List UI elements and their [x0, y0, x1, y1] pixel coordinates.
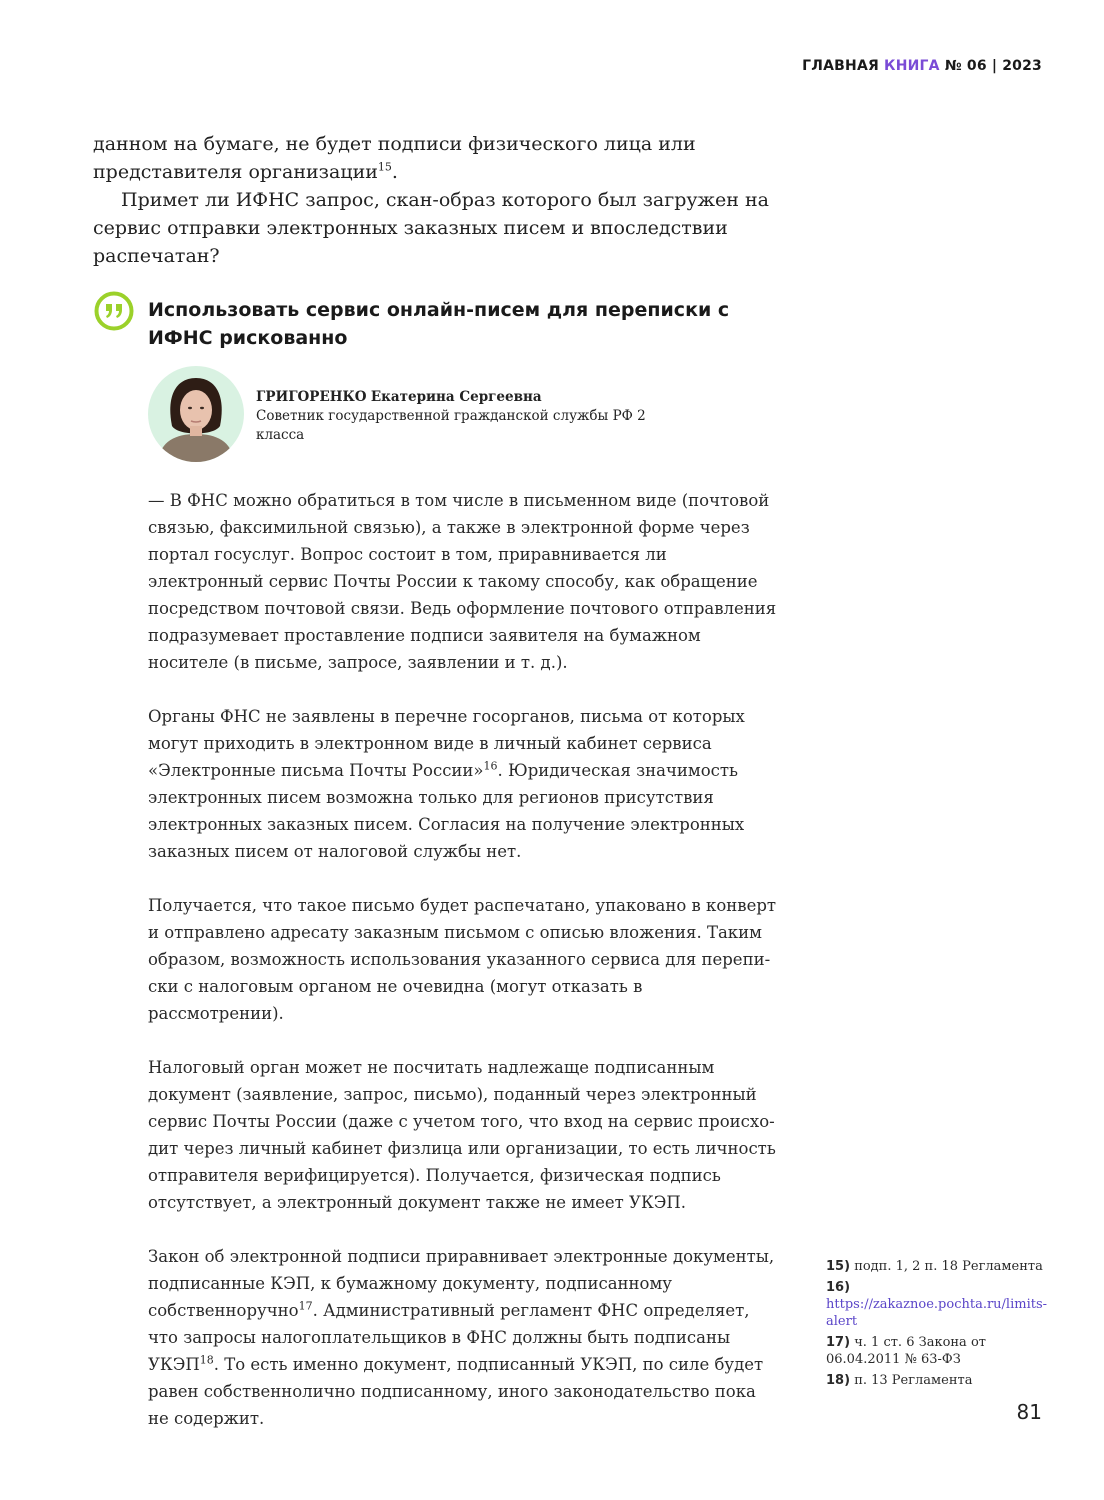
author-name: ГРИГОРЕНКО Екатерина Сергеевна	[256, 389, 542, 405]
running-header	[802, 58, 1042, 74]
intro-paragraph-2: Примет ли ИФНС запрос, скан-образ которого был загружен на сервис отправки электронных заказных писем и впоследствии распечатан?	[93, 189, 769, 267]
footnote-16: 16) https://zakaznoe.pochta.ru/limits-alert	[826, 1280, 1048, 1329]
author-avatar	[148, 366, 244, 462]
footnotes	[826, 1258, 1056, 1393]
article-paragraph-2: Органы ФНС не заявлены в перечне госорганов, письма от которых могут приходить в электронном виде в личный кабинет сервиса «Электронные письма Почты России»$^{16}$. Юридическая значимость электронных писем возможна только для регионов присутствия электронных заказных писем. Согласия на получение электронных заказных писем от налоговой службы нет.	[148, 707, 745, 861]
footnote-17: 17) ч. 1 ст. 6 Закона от 06.04.2011 № 63-ФЗ	[826, 1335, 986, 1367]
author-info	[256, 388, 676, 445]
quote-icon	[94, 291, 134, 331]
article-paragraph-3: Получается, что такое письмо будет распечатано, упаковано в конверт и отправлено адресату заказным письмом с описью вложения. Таким образом, возможность использования указанного сервиса для переписки с налоговым органом не очевидна (могут отказать в рассмотрении).	[148, 896, 777, 1023]
footnote-ref-15[interactable]: 15	[377, 160, 392, 174]
article-body	[148, 487, 778, 1459]
footnote-15: 15) подп. 1, 2 п. 18 Регламента	[826, 1259, 1043, 1274]
footnote-18: 18) п. 13 Регламента	[826, 1373, 973, 1388]
issue-number: № 06 | 2023	[944, 58, 1042, 74]
intro-text	[93, 130, 773, 270]
page-number: 81	[1016, 1400, 1042, 1424]
footnote-ref-16[interactable]: 16	[483, 759, 498, 773]
author-position: Советник государственной гражданской службы РФ 2 класса	[256, 408, 646, 443]
intro-paragraph-1: данном на бумаге, не будет подписи физического лица или представителя организации$^{15}$.	[93, 133, 696, 183]
article-paragraph-5: Закон об электронной подписи приравнивает электронные документы, подписанные КЭП, к бумажному документу, подписанному собственноручно$^{17}$. Административный регламент ФНС определяет, что запросы налогоплательщиков в ФНС должны быть подписаны УКЭП$^{18}$. То есть именно документ, подписанный УКЭП, по силе будет равен собственнолично подписанному, иного законодательство пока не содержит.	[148, 1247, 775, 1428]
brand-glavnaya: ГЛАВНАЯ	[802, 58, 879, 74]
article-paragraph-4: Налоговый орган может не посчитать надлежаще подписанным документ (заявление, запрос, письмо), поданный через электронный сервис Почты России (даже с учетом того, что вход на сервис происходит через личный кабинет физлица или организации, то есть личность отправителя верифицируется). Получается, физическая подпись отсутствует, а электронный документ также не имеет УКЭП.	[148, 1058, 776, 1212]
article-paragraph-1: — В ФНС можно обратиться в том числе в письменном виде (почтовой связью, факсимильной связью), а также в электронной форме через портал госуслуг. Вопрос состоит в том, приравнивается ли электронный сервис Почты России к такому способу, как обращение посредством почтовой связи. Ведь оформление почтового отправления подразумевает проставление подписи заявителя на бумажном носителе (в письме, запросе, заявлении и т. д.).	[148, 491, 777, 672]
footnote-link[interactable]: https://zakaznoe.pochta.ru/limits-alert	[826, 1297, 1048, 1329]
quote-title: Использовать сервис онлайн-писем для переписки с ИФНС рискованно	[148, 299, 730, 349]
footnote-ref-18[interactable]: 18	[199, 1353, 214, 1367]
footnote-ref-17[interactable]: 17	[298, 1299, 313, 1313]
brand-kniga: КНИГА	[884, 58, 940, 74]
